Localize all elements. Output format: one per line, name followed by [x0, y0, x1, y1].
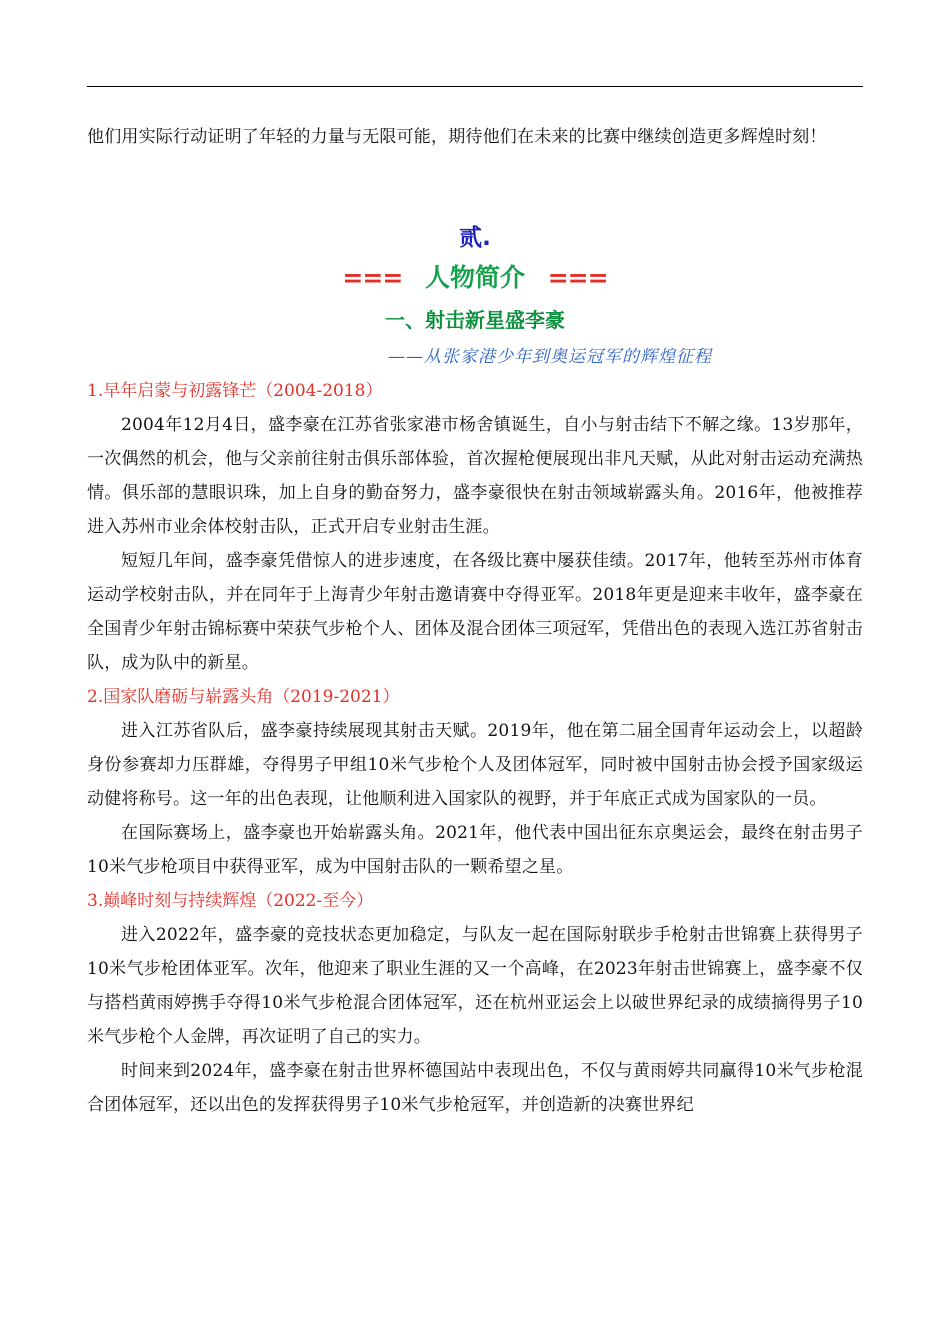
- subsection-heading-early: 1.早年启蒙与初露锋芒（2004-2018）: [87, 381, 383, 401]
- section-subtitle: ——从张家港少年到奥运冠军的辉煌征程: [388, 347, 712, 367]
- page-content: [87, 120, 863, 1122]
- paragraph-national-1: 进入江苏省队后，盛李豪持续展现其射击天赋。2019年，他在第二届全国青年运动会上，以超龄身份参赛却力压群雄，夺得男子甲组10米气步枪个人及团体冠军，同时被中国射击协会授予国家级运动健将称号。这一年的出色表现，让他顺利进入国家队的视野，并于年底正式成为国家队的一员。: [87, 721, 863, 809]
- title-deco-left: ===: [342, 263, 403, 292]
- header-rule: [87, 86, 863, 87]
- part-number: 贰.: [459, 225, 491, 251]
- paragraph-early-1: 2004年12月4日，盛李豪在江苏省张家港市杨舍镇诞生，自小与射击结下不解之缘。13岁那年，一次偶然的机会，他与父亲前往射击俱乐部体验，首次握枪便展现出非凡天赋，从此对射击运动充满热情。俱乐部的慧眼识珠，加上自身的勤奋努力，盛李豪很快在射击领域崭露头角。2016年，他被推荐进入苏州市业余体校射击队，正式开启专业射击生涯。: [87, 415, 863, 537]
- subsection-heading-national: 2.国家队磨砺与崭露头角（2019-2021）: [87, 687, 400, 707]
- paragraph-peak-1: 进入2022年，盛李豪的竞技状态更加稳定，与队友一起在国际射联步手枪射击世锦赛上获得男子10米气步枪团体亚军。次年，他迎来了职业生涯的又一个高峰，在2023年射击世锦赛上，盛李豪不仅与搭档黄雨婷携手夺得10米气步枪混合团体冠军，还在杭州亚运会上以破世界纪录的成绩摘得男子10米气步枪个人金牌，再次证明了自己的实力。: [87, 925, 863, 1047]
- subsection-heading-peak: 3.巅峰时刻与持续辉煌（2022-至今）: [87, 891, 374, 911]
- title-deco-right: ===: [547, 263, 608, 292]
- paragraph-national-2: 在国际赛场上，盛李豪也开始崭露头角。2021年，他代表中国出征东京奥运会，最终在射击男子10米气步枪项目中获得亚军，成为中国射击队的一颗希望之星。: [87, 823, 863, 877]
- section-title: 一、射击新星盛李豪: [385, 308, 565, 332]
- part-title: [87, 256, 863, 300]
- paragraph-early-2: 短短几年间，盛李豪凭借惊人的进步速度，在各级比赛中屡获佳绩。2017年，他转至苏州市体育运动学校射击队，并在同年于上海青少年射击邀请赛中夺得亚军。2018年更是迎来丰收年，盛李豪在全国青少年射击锦标赛中荣获气步枪个人、团体及混合团体三项冠军，凭借出色的表现入选江苏省射击队，成为队中的新星。: [87, 551, 863, 673]
- part-title-text: 人物简介: [424, 263, 525, 292]
- paragraph-peak-2: 时间来到2024年，盛李豪在射击世界杯德国站中表现出色，不仅与黄雨婷共同赢得10米气步枪混合团体冠军，还以出色的发挥获得男子10米气步枪冠军，并创造新的决赛世界纪: [87, 1061, 863, 1115]
- intro-paragraph: 他们用实际行动证明了年轻的力量与无限可能，期待他们在未来的比赛中继续创造更多辉煌时刻！: [87, 127, 827, 147]
